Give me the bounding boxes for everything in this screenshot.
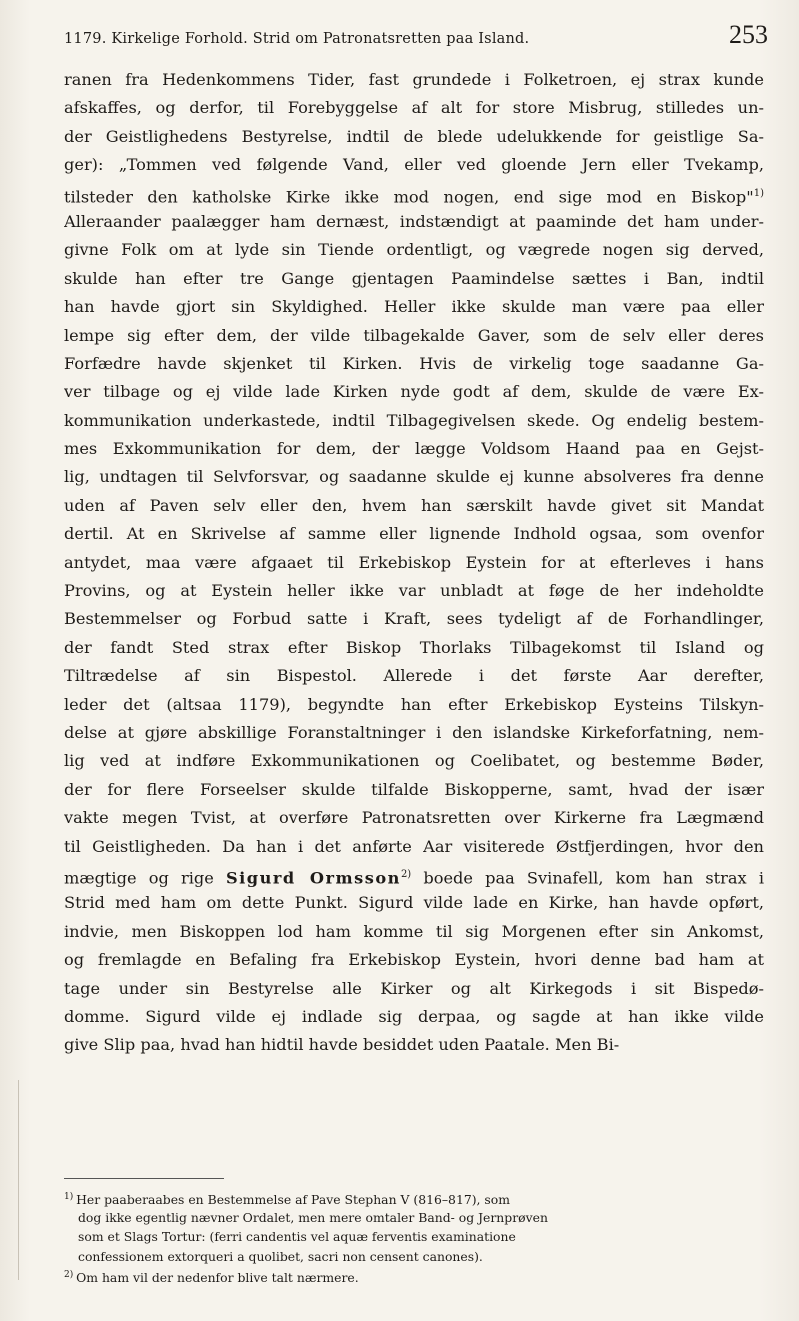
text-line: ger): „Tommen ved følgende Vand, eller ved gloende Jern eller Tvekamp, <box>64 155 764 175</box>
text-line: skulde han efter tre Gange gjentagen Paamindelse sættes i Ban, indtil <box>64 268 764 288</box>
page-number: 253 <box>729 20 768 49</box>
text-line: til Geistligheden. Da han i det anførte Aar visiterede Østfjerdingen, hvor den <box>64 836 764 856</box>
text-line: Bestemmelser og Forbud satte i Kraft, sees tydeligt af de Forhandlinger, <box>64 609 764 629</box>
page-header <box>64 20 768 60</box>
text-line: afskaffes, og derfor, til Forebyggelse af alt for store Misbrug, stilledes un- <box>64 98 764 118</box>
footnotes <box>64 1188 764 1286</box>
text-line: der for flere Forseelser skulde tilfalde Biskopperne, samt, hvad der især <box>64 779 764 799</box>
footnote-line <box>64 1266 764 1286</box>
text-line: tage under sin Bestyrelse alle Kirker og alt Kirkegods i sit Bispedø- <box>64 978 764 998</box>
text-line: give Slip paa, hvad han hidtil havde besiddet uden Paatale. Men Bi- <box>64 1035 620 1055</box>
text-segment: boede paa Svinafell, kom han strax i <box>411 868 764 888</box>
text-line: indvie, men Biskoppen lod ham komme til sig Morgenen efter sin Ankomst, <box>64 921 764 941</box>
footnote-line <box>64 1208 764 1228</box>
text-line: lig, undtagen til Selvforsvar, og saadanne skulde ej kunne absolveres fra denne <box>64 467 764 487</box>
text-line: delse at gjøre abskillige Foranstaltninger i den islandske Kirkeforfatning, nem- <box>64 722 764 742</box>
footnote-marker: 1) <box>64 1192 77 1202</box>
text-segment: mægtige og rige <box>64 868 226 888</box>
text-line: Tiltrædelse af sin Bispestol. Allerede i det første Aar derefter, <box>64 666 764 686</box>
footnote-text: confessionem extorqueri a quolibet, sacri non censent canones). <box>78 1248 483 1264</box>
text-line: givne Folk om at lyde sin Tiende ordentligt, og vægrede nogen sig derved, <box>64 240 764 260</box>
footnote-reference: 2) <box>400 868 412 880</box>
text-line: der Geistlighedens Bestyrelse, indtil de blede udelukkende for geistlige Sa- <box>64 126 764 146</box>
footnote-reference: 1) <box>753 187 764 199</box>
text-line: leder det (altsaa 1179), begyndte han efter Erkebiskop Eysteins Tilskyn- <box>64 694 764 714</box>
text-line: Provins, og at Eystein heller ikke var unbladt at føge de her indeholdte <box>64 581 764 601</box>
text-line: han havde gjort sin Skyldighed. Heller ikke skulde man være paa eller <box>64 297 764 317</box>
text-line: ver tilbage og ej vilde lade Kirken nyde godt af dem, skulde de være Ex- <box>64 382 764 402</box>
text-line: lempe sig efter dem, der vilde tilbagekalde Gaver, som de selv eller deres <box>64 325 764 345</box>
text-line <box>64 861 764 889</box>
text-line: tilsteder den katholske Kirke ikke mod nogen, end sige mod en Biskop"$^{1)}$ <box>64 186 764 206</box>
text-line: og fremlagde en Befaling fra Erkebiskop Eystein, hvori denne bad ham at <box>64 950 764 970</box>
footnote-text: som et Slags Tortur: (ferri candentis vel aquæ ferventis examinatione <box>78 1229 516 1245</box>
footnote-line <box>64 1188 764 1208</box>
footnote-divider <box>64 1178 224 1179</box>
footnote-line <box>64 1227 764 1247</box>
text-line: ranen fra Hedenkommens Tider, fast grundede i Folketroen, ej strax kunde <box>64 70 764 89</box>
text-line: dertil. At en Skrivelse af samme eller lignende Indhold ogsaa, som ovenfor <box>64 524 764 544</box>
text-line: lig ved at indføre Exkommunikationen og Coelibatet, og bestemme Bøder, <box>64 751 764 771</box>
emphasized-name: Sigurd Ormsson <box>225 868 401 888</box>
footnote-marker: 2) <box>64 1270 77 1281</box>
footnote-text: Om ham vil der nedenfor blive talt nærmere. <box>76 1270 359 1286</box>
text-line: der fandt Sted strax efter Biskop Thorlaks Tilbagekomst til Island og <box>64 637 764 657</box>
text-line: domme. Sigurd vilde ej indlade sig derpaa, og sagde at han ikke vilde <box>64 1006 764 1026</box>
text-line: mes Exkommunikation for dem, der lægge Voldsom Haand paa en Gejst- <box>64 439 764 459</box>
running-title: 1179. Kirkelige Forhold. Strid om Patronatsretten paa Island. <box>64 31 530 47</box>
text-line: kommunikation underkastede, indtil Tilbagegivelsen skede. Og endelig bestem- <box>64 410 764 430</box>
text-line: uden af Paven selv eller den, hvem han særskilt havde givet sit Mandat <box>64 495 764 515</box>
text-line: Alleraander paalægger ham dernæst, indstændigt at paaminde det ham under- <box>64 211 764 231</box>
text-line: Forfædre havde skjenket til Kirken. Hvis de virkelig toge saadanne Ga- <box>64 353 764 373</box>
footnote-text: Her paaberaabes en Bestemmelse af Pave Stephan V (816–817), som <box>76 1192 510 1208</box>
text-line: vakte megen Tvist, at overføre Patronatsretten over Kirkerne fra Lægmænd <box>64 808 764 828</box>
text-line: antydet, maa være afgaaet til Erkebiskop Eystein for at efterleves i hans <box>64 552 764 572</box>
text-line: Strid med ham om dette Punkt. Sigurd vilde lade en Kirke, han havde opført, <box>64 893 764 913</box>
footnote-text: dog ikke egentlig nævner Ordalet, men mere omtaler Band- og Jernprøven <box>78 1209 548 1225</box>
main-text <box>64 66 764 1060</box>
footnote-line <box>64 1247 764 1267</box>
page-margin-shadow <box>18 1080 19 1280</box>
